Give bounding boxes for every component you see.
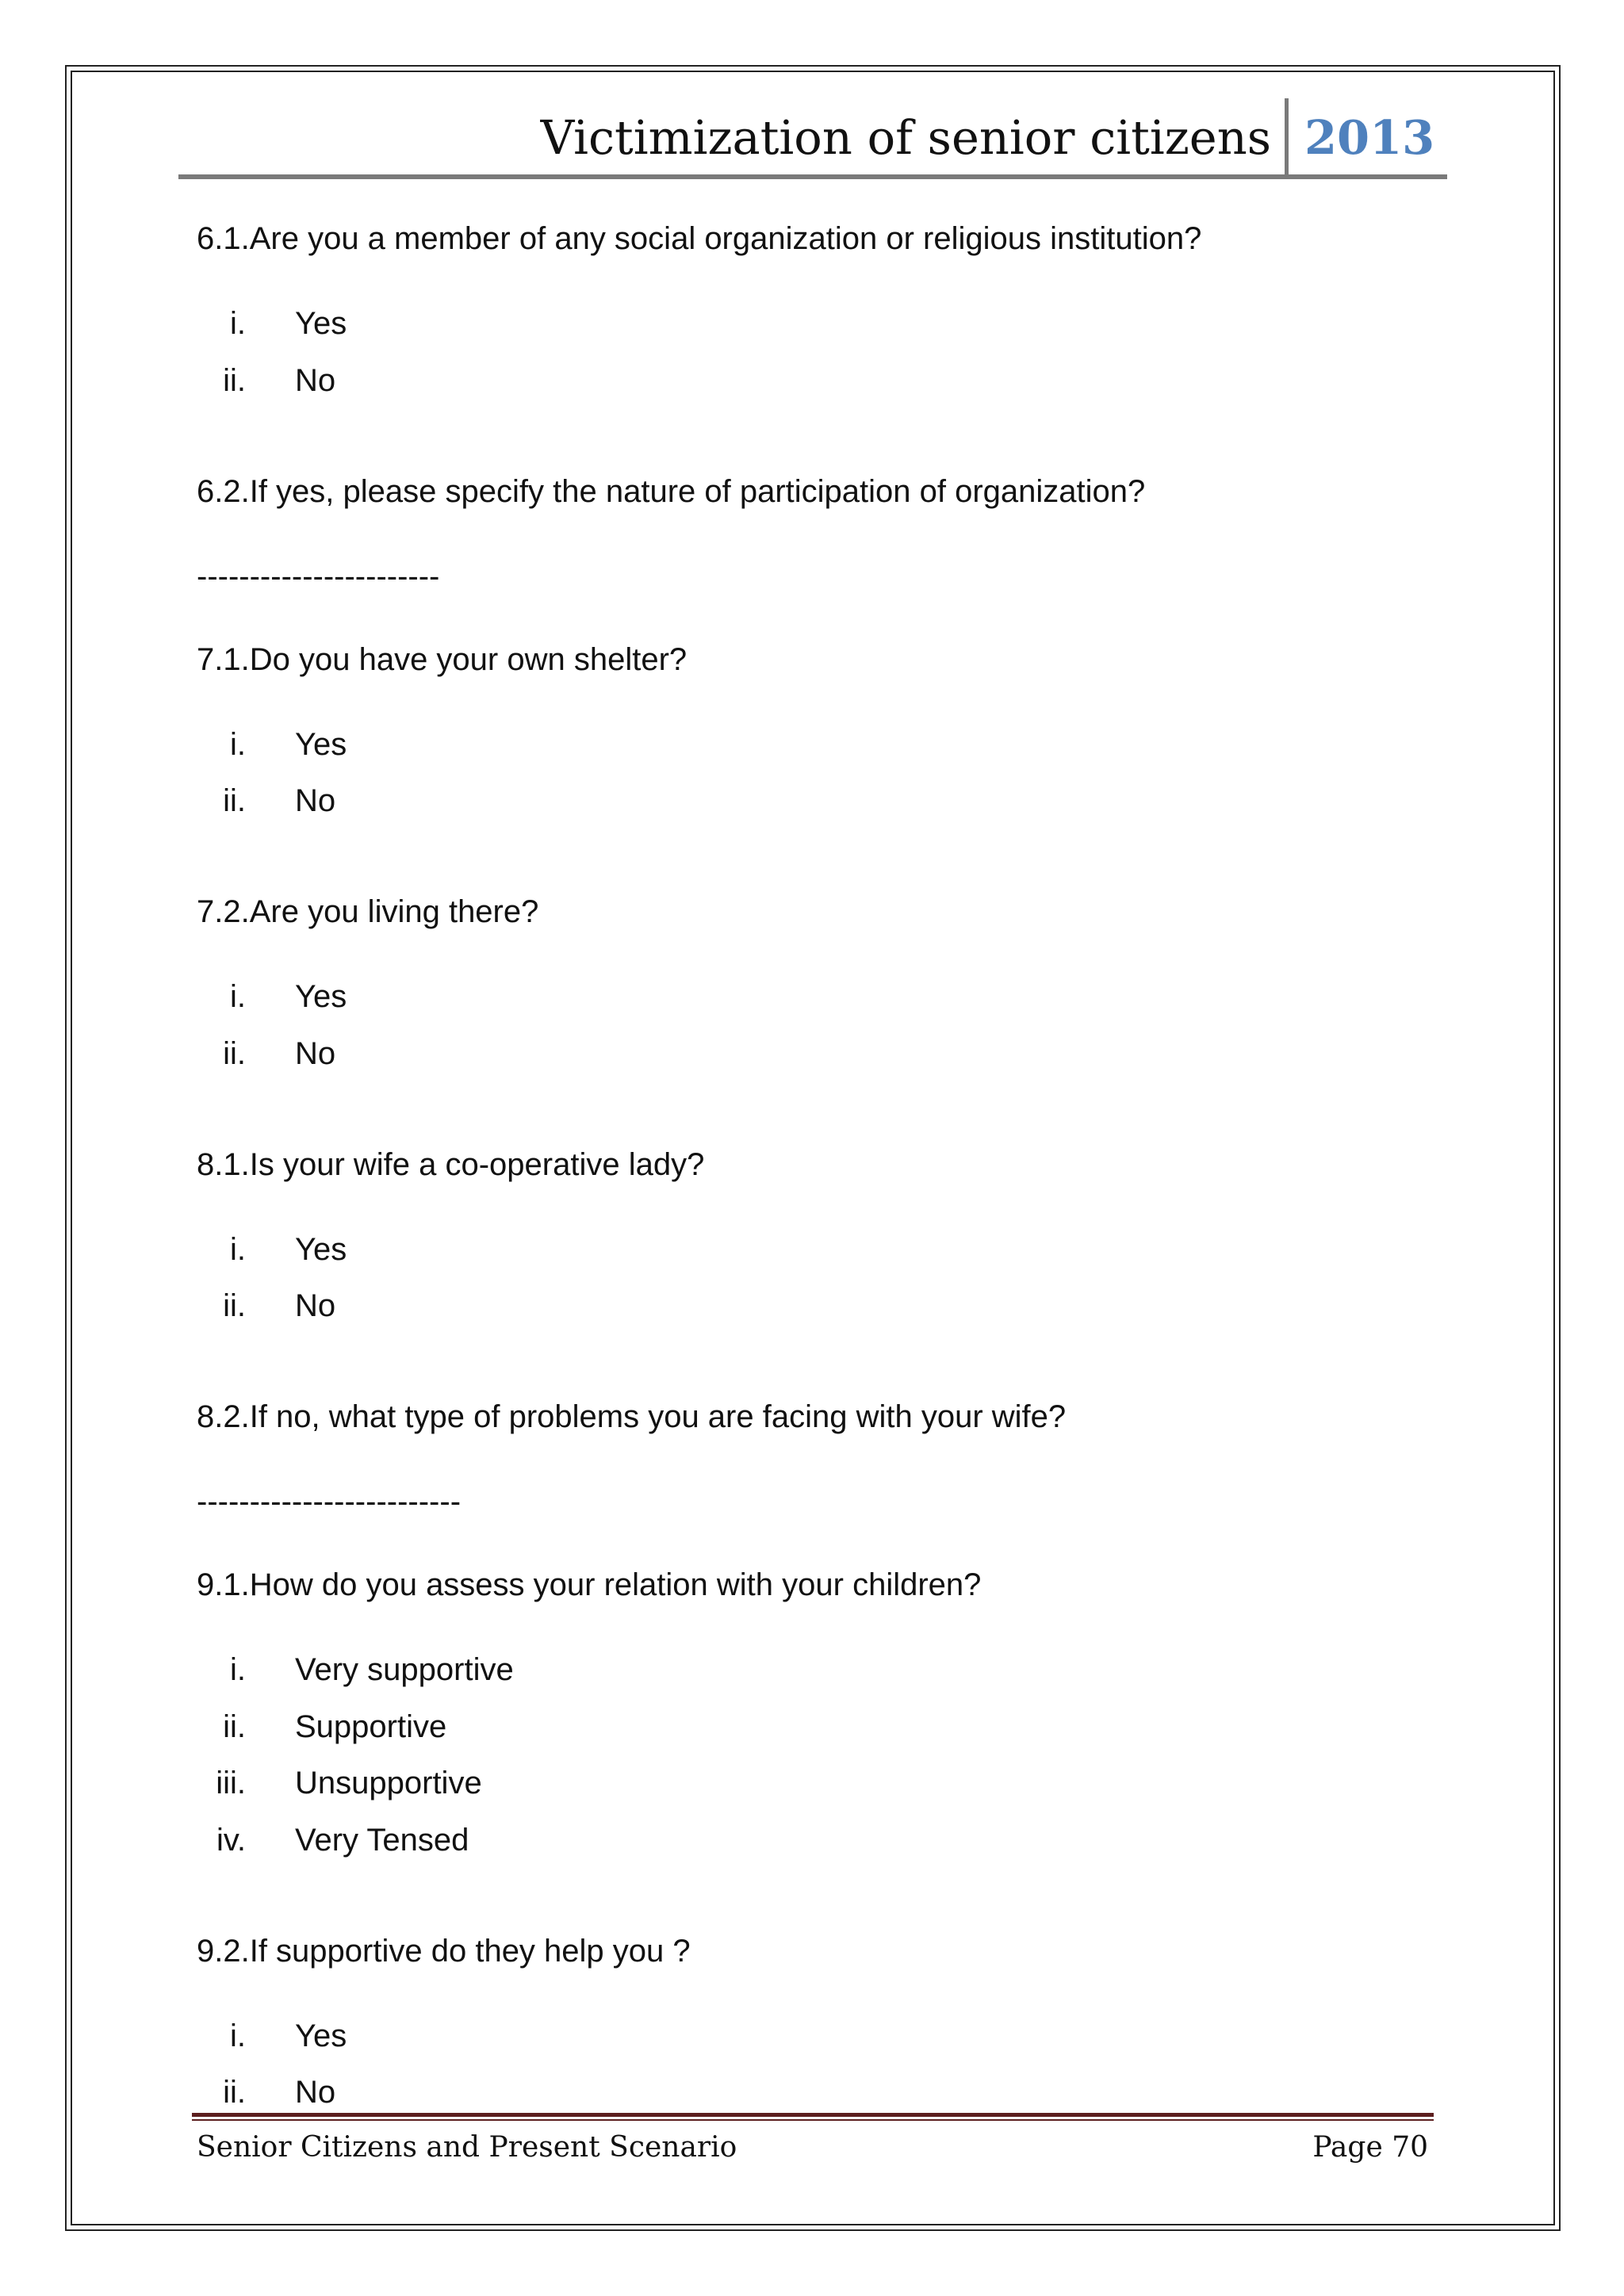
answer-option [0,304,1624,342]
footer-title: Senior Citizens and Present Scenario [197,2131,737,2164]
option-numeral: i. [230,2018,246,2053]
option-label: No [295,362,336,398]
option-label: No [295,2075,336,2110]
answer-option [0,1651,1624,1689]
option-numeral: i. [230,1652,246,1687]
question-text: 9.2.If supportive do they help you ? [197,1933,691,1969]
option-label: Yes [295,306,347,341]
option-label: Supportive [295,1709,447,1744]
header-rule [178,174,1447,179]
option-label: Yes [295,2018,347,2053]
option-numeral: ii. [223,1709,246,1744]
answer-option [0,1230,1624,1269]
footer-rule-thick [192,2113,1434,2117]
answer-option [0,362,1624,400]
option-numeral: i. [230,979,246,1014]
answer-blank: ----------------------- [197,558,440,594]
option-numeral: iii. [216,1766,246,1800]
page-number: Page 70 [1312,2131,1428,2164]
answer-option [0,1708,1624,1746]
option-label: Yes [295,726,347,762]
answer-option [0,2017,1624,2055]
option-numeral: ii. [223,2075,246,2110]
question-text: 7.1.Do you have your own shelter? [197,641,688,677]
option-label: Yes [295,979,347,1014]
option-numeral: i. [230,306,246,341]
question-text: 8.2.If no, what type of problems you are facing with your wife? [197,1399,1067,1434]
question-text: 6.2.If yes, please specify the nature of participation of organization? [197,473,1146,509]
header-year: 2013 [1304,110,1435,165]
question-text: 7.2.Are you living there? [197,894,539,929]
question-text: 6.1.Are you a member of any social organization or religious institution? [197,221,1202,256]
header-separator [1285,98,1289,178]
option-label: Very Tensed [295,1822,469,1858]
option-numeral: ii. [223,783,246,818]
answer-option [0,782,1624,820]
option-label: Unsupportive [295,1766,482,1800]
option-label: No [295,1035,336,1071]
option-label: No [295,1288,336,1323]
option-numeral: ii. [223,1288,246,1323]
answer-option [0,1764,1624,1802]
option-label: Very supportive [295,1652,514,1687]
answer-blank: ------------------------- [197,1484,462,1519]
answer-option [0,1287,1624,1325]
answer-option [0,1821,1624,1859]
footer-rule-thin [192,2119,1434,2121]
header-title: Victimization of senior citizens [540,110,1271,165]
answer-option [0,2073,1624,2111]
question-text: 9.1.How do you assess your relation with your children? [197,1567,982,1602]
option-numeral: iv. [216,1822,246,1858]
option-label: Yes [295,1231,347,1267]
option-numeral: ii. [223,1035,246,1071]
option-numeral: i. [230,726,246,762]
answer-option [0,725,1624,763]
option-numeral: ii. [223,362,246,398]
option-numeral: i. [230,1231,246,1267]
question-text: 8.1.Is your wife a co-operative lady? [197,1146,705,1182]
option-label: No [295,783,336,818]
answer-option [0,978,1624,1016]
answer-option [0,1035,1624,1073]
